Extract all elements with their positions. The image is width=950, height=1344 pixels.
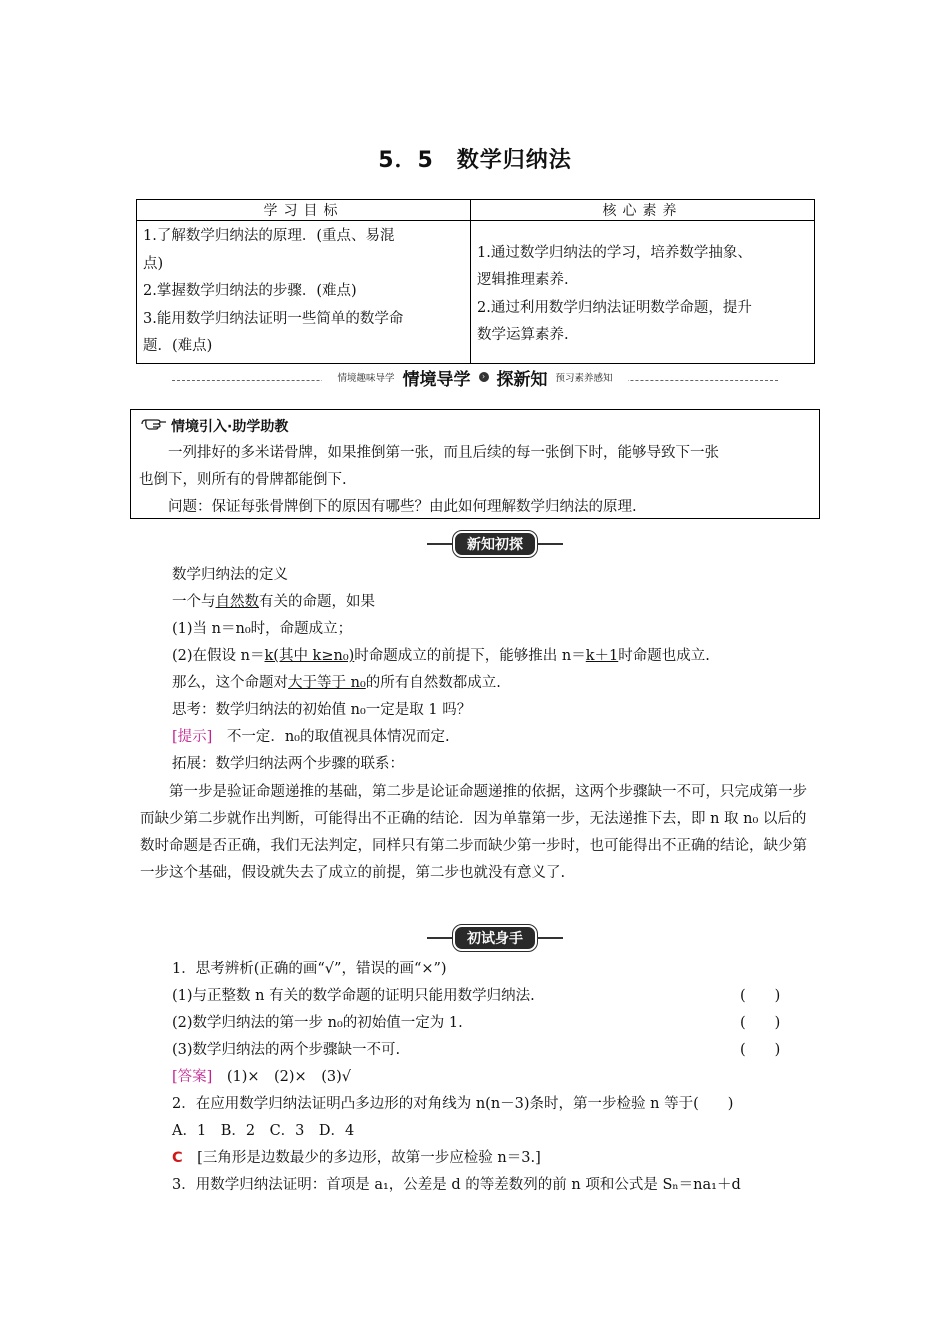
divider-main-b: 探新知 (496, 369, 548, 390)
objectives-table (136, 199, 815, 364)
objective-item: 3.能用数学归纳法证明一些简单的数学命 (143, 310, 404, 327)
objective-item: 1.了解数学归纳法的原理．(重点、易混 (143, 228, 395, 244)
divider-left-label: 情境趣味导学 (337, 373, 395, 384)
arrow-icon: › (479, 372, 489, 382)
answer-blank: ( ) (740, 1015, 781, 1031)
objective-item: 点) (143, 255, 164, 272)
extend-heading: 拓展：数学归纳法两个步骤的联系： (172, 756, 404, 772)
literacy-item: 1.通过数学归纳法的学习，培养数学抽象、 (477, 244, 752, 261)
divider-right-label: 预习素养感知 (555, 373, 613, 384)
answer-tag: [答案] (172, 1069, 213, 1085)
objective-item: 题．(难点) (143, 338, 213, 354)
answer-blank: ( ) (740, 1042, 781, 1058)
banner-label: 新知初探 (453, 531, 537, 557)
objectives-left-cell (137, 221, 471, 364)
scenario-question: 问题：保证每张骨牌倒下的原因有哪些？由此如何理解数学归纳法的原理. (168, 499, 637, 515)
pointing-hand-icon (141, 416, 167, 432)
objectives-header-left: 学习目标 (137, 200, 471, 221)
objective-item: 2.掌握数学归纳法的步骤．(难点) (143, 283, 357, 299)
definition-step-2: (2)在假设 n＝k(其中 k≥n₀)时命题成立的前提下，能够推出 n＝k＋1时命题也成立. (172, 648, 710, 664)
divider-main-a: 情境导学 (402, 369, 471, 390)
literacy-item: 数学运算素养. (477, 327, 569, 344)
scenario-line: 一列排好的多米诺骨牌，如果推倒第一张，而且后续的每一张倒下时，能够导致下一张 (168, 445, 719, 461)
section-divider (172, 366, 778, 390)
scenario-box (130, 409, 820, 519)
question-2-answer: C [三角形是边数最少的多边形，故第一步应检验 n＝3.] (172, 1150, 541, 1166)
question-1: 1．思考辨析(正确的画“√”，错误的画“×”) (172, 961, 447, 977)
literacy-item: 逻辑推理素养. (477, 272, 569, 289)
section-banner-first-try (427, 928, 563, 948)
question-1-item: (3)数学归纳法的两个步骤缺一不可. (172, 1042, 401, 1058)
blank-natural-number: 自然数 (215, 594, 259, 610)
definition-step-1: (1)当 n＝n₀时，命题成立； (172, 621, 353, 637)
section-banner-new-knowledge (427, 534, 563, 554)
question-2: 2．在应用数学归纳法证明凸多边形的对角线为 n(n－3)条时，第一步检验 n 等于( ) (172, 1096, 734, 1112)
hint-line: [提示] 不一定．n₀的取值视具体情况而定. (172, 729, 450, 745)
scenario-heading: 情境引入·助学助教 (171, 419, 289, 435)
objectives-right-cell (471, 221, 815, 364)
scenario-line: 也倒下，则所有的骨牌都能倒下. (139, 472, 347, 488)
think-question: 思考：数学归纳法的初始值 n₀一定是取 1 吗？ (172, 702, 472, 718)
definition-heading: 数学归纳法的定义 (172, 567, 288, 583)
literacy-item: 2.通过利用数学归纳法证明数学命题，提升 (477, 299, 752, 316)
extend-paragraph: 第一步是验证命题递推的基础，第二步是论证命题递推的依据，这两个步骤缺一不可，只完成第一步而缺少第二步就作出判断，可能得出不正确的结论．因为单靠第一步，无法递推下去，即 n 取 n₀ 以后的数时命题是否正确，我们无法判定，同样只有第二步而缺少第一步时，也可能得出不正确的结论，缺少第一步这个基础，假设就失去了成立的前提，第二步也就没有意义了. (140, 784, 807, 881)
objectives-header-right: 核心素养 (471, 200, 815, 221)
answer-blank: ( ) (740, 988, 781, 1004)
blank-range: 大于等于 n₀ (288, 675, 366, 691)
question-3: 3．用数学归纳法证明：首项是 a₁，公差是 d 的等差数列的前 n 项和公式是 Sₙ＝na₁＋d (172, 1177, 741, 1193)
answer-letter: C (172, 1150, 183, 1166)
question-1-item: (1)与正整数 n 有关的数学命题的证明只能用数学归纳法. (172, 988, 535, 1004)
answer-line: [答案] (1)× (2)× (3)√ (172, 1069, 351, 1085)
hint-tag: [提示] (172, 729, 213, 745)
question-1-item: (2)数学归纳法的第一步 n₀的初始值一定为 1. (172, 1015, 463, 1031)
definition-intro: 一个与自然数有关的命题，如果 (172, 594, 375, 610)
definition-conclusion: 那么，这个命题对大于等于 n₀的所有自然数都成立. (172, 675, 501, 691)
question-2-options: A．1 B．2 C．3 D．4 (172, 1123, 355, 1139)
page-title: 5．5 数学归纳法 (378, 148, 572, 173)
blank-assumption: k(其中 k≥n₀) (264, 648, 355, 664)
blank-k-plus-1: k＋1 (585, 648, 619, 664)
banner-label: 初试身手 (453, 925, 537, 951)
